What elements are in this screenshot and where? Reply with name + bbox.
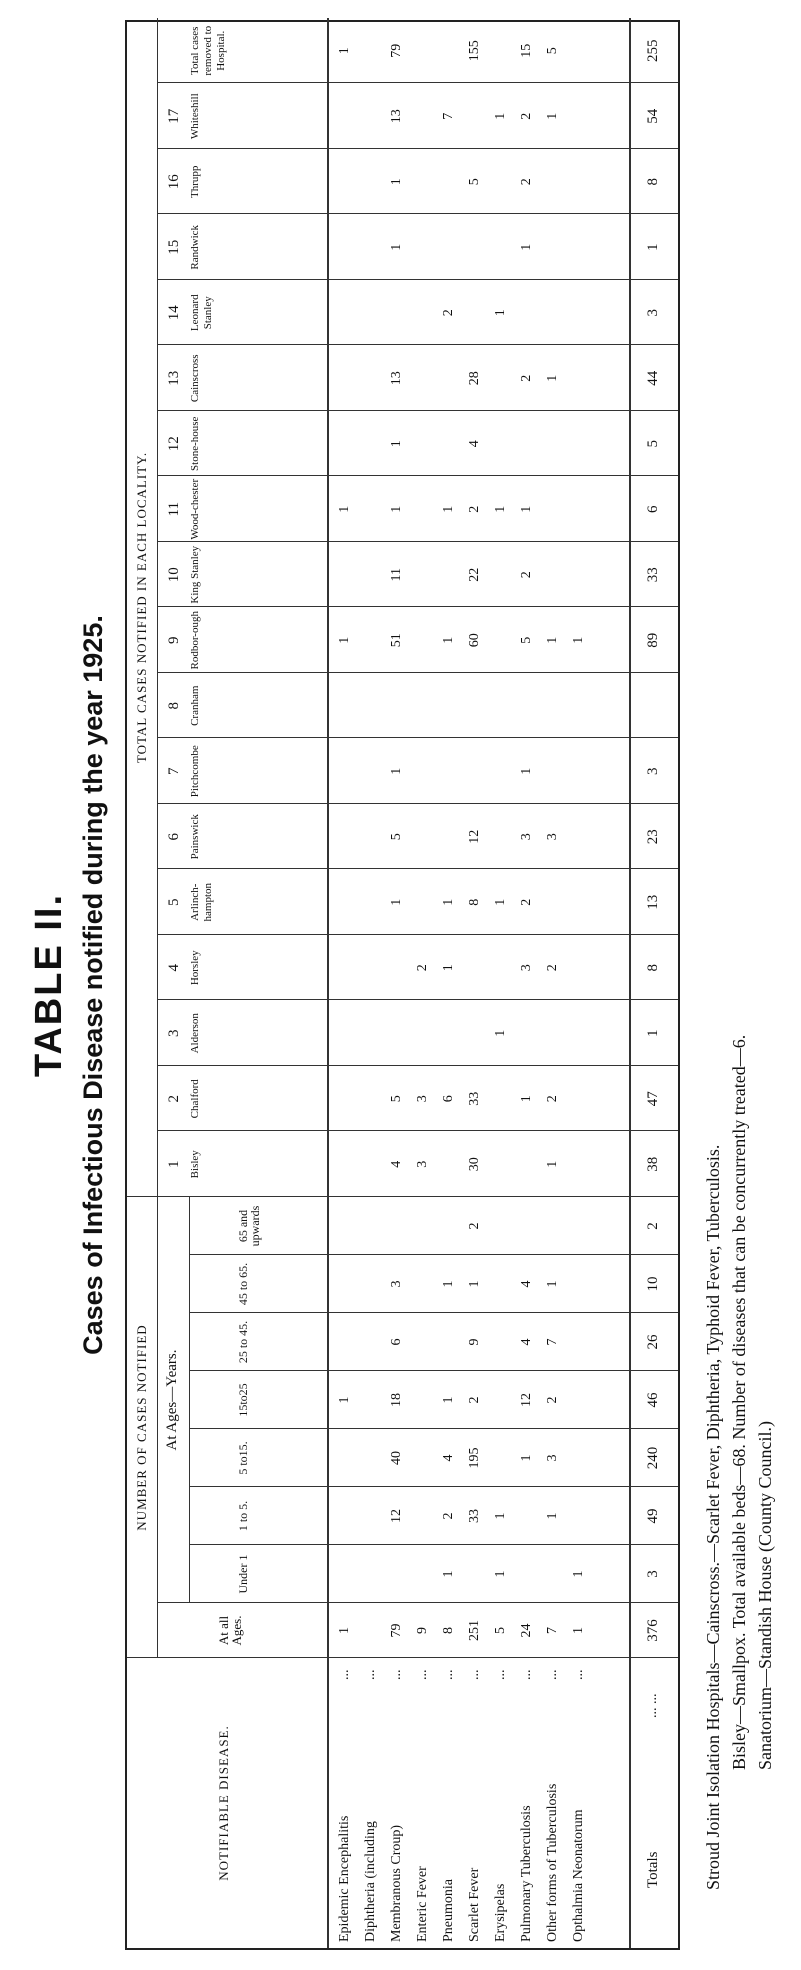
row-divider (629, 18, 631, 1948)
locality-name: Horsley (189, 950, 201, 986)
locality-name: Pitchcombe (189, 745, 201, 798)
column-divider (189, 1544, 678, 1545)
disease-name: Pneumonia (441, 1879, 456, 1942)
totals-age: 10 (645, 1276, 661, 1292)
locality-value: 8 (467, 898, 482, 906)
locality-value: 1 (441, 636, 456, 644)
locality-value: 22 (467, 567, 482, 582)
row-divider (157, 18, 158, 1658)
age-value: 2 (467, 1396, 482, 1404)
locality-value: 3 (415, 1160, 430, 1168)
all-ages-value: 5 (493, 1627, 508, 1634)
totals-age: 2 (645, 1222, 661, 1230)
locality-value: 51 (389, 633, 404, 648)
table-subtitle: Cases of Infectious Disease notified during the year 1925. (78, 615, 108, 1355)
header-age-group: 65 and upwards (236, 1205, 262, 1247)
all-ages-value: 1 (337, 1627, 352, 1634)
locality-value: 1 (441, 505, 456, 513)
totals-locality: 47 (645, 1091, 661, 1107)
locality-value: 1 (519, 1095, 534, 1103)
locality-number: 10 (166, 567, 182, 583)
locality-number: 11 (166, 502, 182, 517)
column-divider (157, 869, 678, 870)
locality-value: 1 (337, 47, 352, 55)
locality-value: 1 (545, 374, 560, 382)
locality-value: 28 (467, 371, 482, 386)
column-divider (157, 148, 678, 149)
locality-value: 1 (571, 636, 586, 644)
footnote-line: Bisley—Smallpox. Total available beds—68. Number of diseases that can be concurrently treated—6. (729, 1034, 749, 1770)
locality-number: 4 (166, 964, 182, 972)
locality-value: 33 (467, 1091, 482, 1106)
age-value: 2 (441, 1512, 456, 1520)
leader-dots: ... (389, 1669, 404, 1680)
totals-locality: 33 (645, 567, 661, 583)
locality-value: 1 (545, 636, 560, 644)
header-age-group: 15to25 (236, 1383, 250, 1417)
locality-value: 11 (389, 568, 404, 582)
column-divider (189, 1312, 678, 1313)
locality-name: Painswick (189, 814, 201, 860)
disease-name: Membranous Croup) (389, 1824, 404, 1942)
locality-value: 30 (467, 1157, 482, 1172)
locality-value: 1 (493, 898, 508, 906)
column-divider (189, 1370, 678, 1371)
disease-name: Diphtheria (including (363, 1821, 378, 1942)
totals-locality: 3 (645, 309, 661, 317)
locality-name: Leonard Stanley (189, 294, 214, 332)
totals-locality: 89 (645, 632, 661, 648)
age-value: 4 (519, 1338, 534, 1346)
locality-value: 3 (519, 964, 534, 972)
locality-value: 1 (519, 505, 534, 513)
age-value: 33 (467, 1509, 482, 1523)
locality-value: 2 (545, 1095, 560, 1103)
age-value: 1 (441, 1280, 456, 1288)
all-ages-value: 1 (571, 1627, 586, 1634)
header-age-group: 5 to15. (236, 1441, 250, 1475)
column-divider (157, 410, 678, 411)
age-value: 4 (441, 1454, 456, 1462)
totals-age: 26 (645, 1334, 661, 1350)
row-divider (189, 1197, 190, 1603)
locality-value: 1 (441, 964, 456, 972)
locality-value: 2 (441, 309, 456, 317)
locality-name: Alderson (189, 1013, 201, 1054)
locality-value: 1 (519, 767, 534, 775)
locality-name: Chalford (189, 1079, 201, 1119)
age-value: 1 (519, 1454, 534, 1462)
locality-value: 6 (441, 1095, 456, 1103)
column-divider (157, 476, 678, 477)
disease-name: Enteric Fever (415, 1866, 430, 1942)
header-age-group: 1 to 5. (236, 1500, 250, 1532)
locality-value: 1 (337, 636, 352, 644)
header-age-group: 45 to 65. (236, 1262, 250, 1306)
all-ages-value: 9 (415, 1627, 430, 1634)
totals-locality: 5 (645, 440, 661, 448)
locality-value: 2 (467, 505, 482, 513)
disease-table (125, 20, 680, 1950)
locality-value: 1 (493, 309, 508, 317)
locality-value: 3 (545, 833, 560, 841)
table-title: TABLE II. (28, 892, 70, 1078)
locality-value: 2 (519, 898, 534, 906)
locality-number: 1 (166, 1160, 182, 1168)
locality-value: 5 (519, 636, 534, 644)
disease-name: Pulmonary Tuberculosis (519, 1805, 534, 1942)
age-value: 12 (519, 1393, 534, 1407)
locality-name: Cainscross (189, 354, 201, 403)
age-value: 1 (571, 1570, 586, 1578)
locality-value: 5 (467, 178, 482, 186)
totals-locality: 54 (645, 108, 661, 124)
totals-locality: 1 (645, 243, 661, 251)
totals-label: Totals (645, 1851, 661, 1888)
totals-locality: 38 (645, 1156, 661, 1172)
locality-value: 12 (467, 829, 482, 844)
locality-number: 13 (166, 370, 182, 386)
footnote-line: Sanatorium—Standish House (County Council.) (755, 1421, 775, 1770)
locality-value: 1 (389, 505, 404, 513)
disease-name: Other forms of Tuberculosis (545, 1783, 560, 1942)
locality-name: Whiteshill (189, 93, 201, 140)
footnote (700, 90, 778, 1890)
column-divider (157, 607, 678, 608)
locality-name: Cranham (189, 685, 201, 726)
age-value: 1 (493, 1570, 508, 1578)
locality-value: 13 (389, 109, 404, 124)
age-value: 1 (467, 1280, 482, 1288)
locality-value: 4 (467, 440, 482, 448)
column-divider (189, 1254, 678, 1255)
column-divider (157, 345, 678, 346)
all-ages-value: 24 (519, 1623, 534, 1638)
age-value: 12 (389, 1509, 404, 1523)
locality-value: 60 (467, 633, 482, 648)
all-ages-value: 8 (441, 1627, 456, 1634)
locality-name: Total cases removed to Hospital. (189, 25, 227, 76)
all-ages-value: 251 (467, 1620, 482, 1641)
leader-dots: ... (571, 1669, 586, 1680)
totals-locality: 255 (645, 39, 661, 62)
locality-number: 14 (166, 305, 182, 321)
totals-all-ages: 376 (645, 1619, 661, 1642)
age-value: 3 (545, 1454, 560, 1462)
column-divider (157, 738, 678, 739)
totals-locality: 1 (645, 1029, 661, 1037)
header-total-locality: TOTAL CASES NOTIFIED IN EACH LOCALITY. (134, 451, 149, 764)
locality-value: 1 (493, 505, 508, 513)
locality-value: 1 (389, 243, 404, 251)
locality-number: 8 (166, 702, 182, 710)
locality-value: 2 (519, 112, 534, 120)
leader-dots: ... (519, 1669, 534, 1680)
totals-locality: 44 (645, 370, 661, 386)
disease-name: Scarlet Fever (467, 1867, 482, 1942)
header-age-group: 25 to 45. (236, 1320, 250, 1364)
locality-number: 5 (166, 898, 182, 906)
totals-locality: 6 (645, 505, 661, 513)
locality-value: 3 (519, 833, 534, 841)
age-value: 18 (389, 1393, 404, 1407)
locality-value: 2 (545, 964, 560, 972)
age-value: 2 (545, 1396, 560, 1404)
header-all-ages: At all Ages. (216, 1615, 244, 1646)
disease-name: Epidemic Encephalitis (337, 1815, 352, 1942)
row-divider (327, 18, 329, 1948)
locality-value: 1 (389, 767, 404, 775)
locality-value: 1 (545, 112, 560, 120)
locality-value: 5 (545, 47, 560, 55)
locality-number: 9 (166, 636, 182, 644)
leader-dots: ... (441, 1669, 456, 1680)
disease-name: Erysipelas (493, 1883, 508, 1942)
locality-value: 15 (519, 43, 534, 58)
column-divider (157, 83, 678, 84)
age-value: 1 (545, 1512, 560, 1520)
totals-locality: 23 (645, 829, 661, 845)
age-value: 1 (493, 1512, 508, 1520)
locality-value: 13 (389, 371, 404, 386)
header-disease: NOTIFIABLE DISEASE. (216, 1725, 231, 1881)
column-divider (157, 803, 678, 804)
locality-value: 2 (519, 571, 534, 579)
age-value: 7 (545, 1338, 560, 1346)
leader-dots: ... (545, 1669, 560, 1680)
totals-locality: 8 (645, 178, 661, 186)
locality-value: 155 (467, 40, 482, 62)
totals-locality: 3 (645, 767, 661, 775)
locality-value: 2 (519, 178, 534, 186)
column-divider (157, 214, 678, 215)
leader-dots: ... (467, 1669, 482, 1680)
column-divider (189, 1428, 678, 1429)
leader-dots: ... (415, 1669, 430, 1680)
locality-value: 2 (415, 964, 430, 972)
locality-name: Rodbor-ough (189, 611, 201, 670)
locality-name: Wood-chester (189, 478, 201, 540)
locality-value: 1 (519, 243, 534, 251)
locality-number: 12 (166, 436, 182, 452)
column-divider (189, 1486, 678, 1487)
totals-age: 240 (645, 1446, 661, 1470)
locality-value: 4 (389, 1160, 404, 1168)
locality-value: 2 (519, 374, 534, 382)
locality-name: Randwick (189, 224, 201, 270)
disease-name: Opthalmia Neonatorum (571, 1809, 586, 1942)
locality-value: 1 (493, 112, 508, 120)
age-value: 4 (519, 1280, 534, 1288)
header-at-ages: At Ages—Years. (164, 1349, 180, 1451)
totals-age: 49 (645, 1508, 661, 1524)
locality-number: 15 (166, 239, 182, 255)
locality-number: 2 (166, 1095, 182, 1103)
locality-name: Thrupp (189, 165, 201, 198)
locality-value: 1 (389, 178, 404, 186)
locality-value: 1 (441, 898, 456, 906)
age-value: 2 (467, 1222, 482, 1230)
column-divider (157, 672, 678, 673)
locality-number: 6 (166, 833, 182, 841)
totals-age: 46 (645, 1392, 661, 1408)
totals-age: 3 (645, 1570, 661, 1578)
locality-name: King Stanley (189, 545, 201, 604)
leader-dots: ... (493, 1669, 508, 1680)
age-value: 40 (389, 1451, 404, 1465)
locality-value: 1 (389, 440, 404, 448)
age-value: 9 (467, 1338, 482, 1346)
locality-value: 3 (415, 1095, 430, 1103)
locality-value: 1 (389, 898, 404, 906)
locality-number: 7 (166, 767, 182, 775)
locality-value: 79 (389, 43, 404, 58)
age-value: 6 (389, 1338, 404, 1346)
locality-value: 5 (389, 1095, 404, 1103)
header-age-group: Under 1 (236, 1554, 250, 1594)
locality-value: 7 (441, 112, 456, 120)
all-ages-value: 7 (545, 1627, 560, 1634)
locality-name: Bisley (189, 1150, 201, 1179)
locality-number: 17 (166, 108, 182, 124)
locality-name: Stone-house (189, 416, 201, 471)
leader-dots: ... (337, 1669, 352, 1680)
header-number-of-cases: NUMBER OF CASES NOTIFIED (134, 1324, 149, 1531)
totals-locality: 13 (645, 894, 661, 910)
locality-number: 3 (166, 1029, 182, 1037)
age-value: 1 (441, 1396, 456, 1404)
leader-dots: ... (363, 1669, 378, 1680)
column-divider (157, 541, 678, 542)
age-value: 1 (337, 1396, 352, 1404)
locality-number: 16 (166, 174, 182, 190)
column-divider (157, 279, 678, 280)
all-ages-value: 79 (389, 1623, 404, 1638)
locality-value: 1 (545, 1160, 560, 1168)
leader-dots: ... ... (645, 1693, 660, 1718)
locality-value: 1 (337, 505, 352, 513)
locality-name: Arlinch-hampton (189, 883, 214, 922)
age-value: 3 (389, 1280, 404, 1288)
totals-locality: 8 (645, 964, 661, 972)
footnote-line: Stroud Joint Isolation Hospitals—Cainscross.—Scarlet Fever, Diphtheria, Typhoid Fever, Tuberculosis. (703, 1144, 723, 1890)
locality-value: 5 (389, 833, 404, 841)
age-value: 195 (467, 1447, 482, 1469)
age-value: 1 (441, 1570, 456, 1578)
age-value: 1 (545, 1280, 560, 1288)
locality-value: 1 (493, 1029, 508, 1037)
